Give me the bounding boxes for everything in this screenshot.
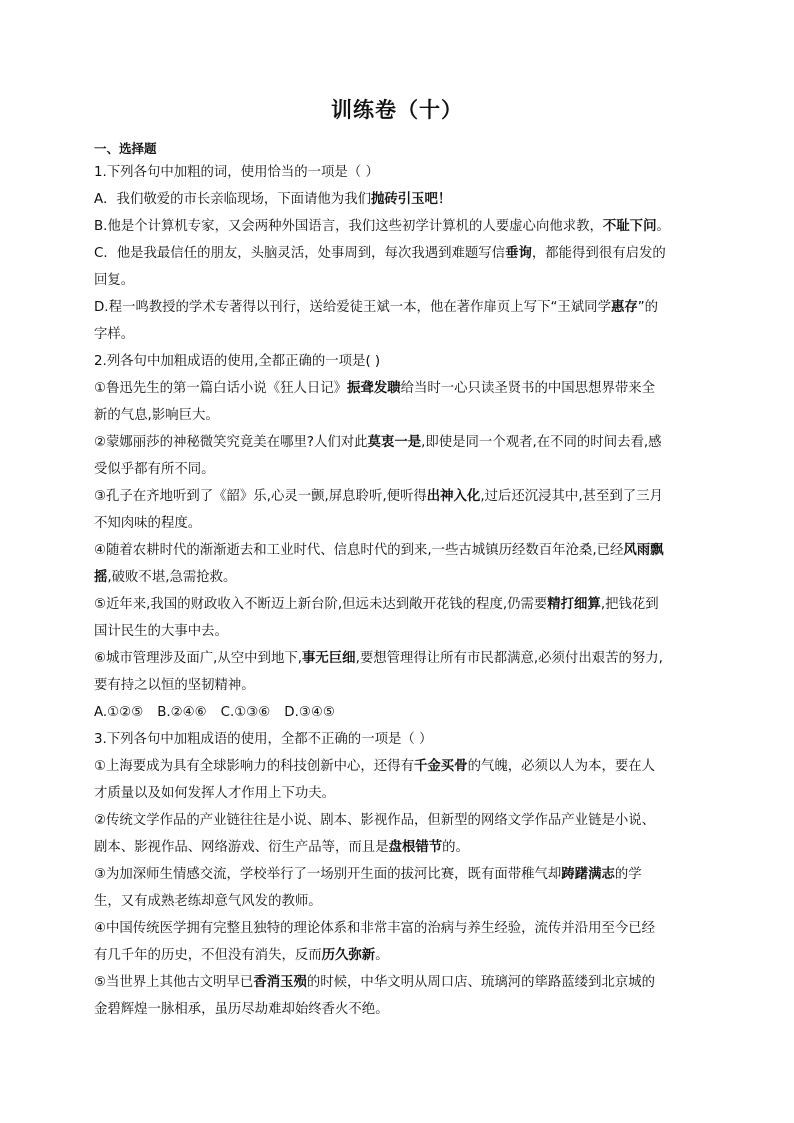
option-line [94,510,700,537]
option-line [94,672,700,699]
line-text: ⑤当世界上其他古文明早已 [94,975,254,990]
line-text: 生，又有成熟老练却意气风发的教师。 [94,894,322,909]
line-text: 回复。 [94,273,135,288]
option-line [94,375,700,402]
answer-choice: C.①③⑥ [220,705,271,720]
option-line [94,618,700,645]
line-text: B.他是个计算机专家，又会两种外国语言，我们这些初学计算机的人要虚心向他求教， [94,219,603,234]
question-stem: 2.列各句中加粗成语的使用,全都正确的一项是( ) [94,354,381,369]
option-line [94,996,700,1023]
bold-phrase: 抛砖引玉吧！ [370,192,452,207]
bold-phrase: 莫衷一是 [367,435,422,450]
option-line [94,213,700,240]
line-text: 剧本、影视作品、网络游戏、衍生产品等，而且是 [94,840,389,855]
bold-phrase: 历久弥新 [321,948,376,963]
bold-phrase: 踌躇满志 [561,867,615,882]
line-text: 要有持之以恒的坚韧精神。 [94,678,255,693]
option-line [94,240,700,267]
question-1 [94,159,700,348]
line-text: ，都能得到很有启发的 [531,246,666,261]
option-line [94,861,700,888]
answer-choice: D.③④⑤ [284,705,335,720]
line-text: 才质量以及如何发挥人才作用上下功夫。 [94,786,336,801]
line-text: ④中国传统医学拥有完整且独特的理论体系和非常丰富的治病与养生经验，流传并沿用至今已经 [94,921,656,936]
line-text: ①鲁迅先生的第一篇白话小说《狂人日记》 [94,381,348,396]
bold-phrase: 摇 [94,570,108,585]
option-line [94,942,700,969]
option-line [94,186,700,213]
option-line [94,429,700,456]
option-line [94,456,700,483]
line-text: ⑤近年来,我国的财政收入不断迈上新台阶,但远未达到敞开花钱的程度,仍需要 [94,597,548,612]
bold-phrase: 惠存 [610,300,638,315]
option-line [94,969,700,996]
line-text: 的气魄，必须以人为本，要在人 [467,759,656,774]
question-list [94,159,700,1023]
line-text: C．他是我最信任的朋友，头脑灵活，处事周到，每次我遇到难题写信 [94,246,506,261]
option-line [94,537,700,564]
line-text: ,把钱花到 [600,597,659,612]
line-text: ,即使是同一个观者,在不同的时间去看,感 [421,435,662,450]
line-text: ⑥城市管理涉及面广,从空中到地下, [94,651,302,666]
line-text: 不知肉味的程度。 [94,516,202,531]
bold-phrase: 垂询 [505,246,532,261]
line-text: ③为加深师生情感交流，学校举行了一场别开生面的拔河比赛，既有面带稚气却 [94,867,562,882]
line-text: 有几千年的历史，不但没有消失，反而 [94,948,322,963]
line-text: 国计民生的大事中去。 [94,624,228,639]
option-line [94,294,700,321]
question-3 [94,726,700,1023]
section-heading: 一、选择题 [94,141,157,156]
line-text: D.程一鸣教授的学术专著得以刊行，送给爱徒王斌一本，他在著作扉页上写下“王斌同学 [94,300,611,315]
option-line [94,753,700,780]
option-line [94,321,700,348]
line-text: ②传统文学作品的产业链往往是小说、剧本、影视作品，但新型的网络文学作品产业链是小说、 [94,813,656,828]
bold-phrase: 事无巨细 [302,651,356,666]
line-text: ③孔子在齐地听到了《韶》乐,心灵一颤,屏息聆听,便听得 [94,489,427,504]
bold-phrase: 精打细算 [547,597,601,612]
option-line [94,807,700,834]
line-text: ,要想管理得让所有市民都满意,必须付出艰苦的努力, [355,651,663,666]
bold-phrase: 不耻下问 [602,219,657,234]
option-line [94,267,700,294]
answer-choices [94,699,700,726]
option-line [94,834,700,861]
question-area [94,139,700,1023]
line-text: 给当时一心只读圣贤书的中国思想界带来全 [400,381,656,396]
line-text: 的时候，中华文明从周口店、琉璃河的筚路蓝缕到北京城的 [306,975,656,990]
question-stem: 3.下列各句中加粗成语的使用，全都不正确的一项是（ ） [94,732,433,747]
bold-phrase: 千金买骨 [414,759,468,774]
option-line [94,888,700,915]
option-line [94,564,700,591]
bold-phrase: 出神入化 [426,489,481,504]
answer-choice: B.②④⑥ [157,705,207,720]
option-line [94,645,700,672]
option-line [94,483,700,510]
line-text: ②蒙娜丽莎的神秘微笑究竟美在哪里?人们对此 [94,435,368,450]
bold-phrase: 振聋发聩 [347,381,401,396]
line-text: ”的 [637,300,659,315]
line-text: ①上海要成为具有全球影响力的科技创新中心，还得有 [94,759,414,774]
bold-phrase: 风雨飘 [623,543,664,558]
line-text: 字样。 [94,327,135,342]
line-text: 金碧辉煌一脉相承，虽历尽劫难却始终香火不绝。 [94,1002,389,1017]
option-line [94,915,700,942]
bold-phrase: 香消玉殒 [253,975,307,990]
line-text: 受似乎都有所不同。 [94,462,215,477]
line-text: A．我们敬爱的市长亲临现场，下面请他为我们 [94,192,371,207]
question-2 [94,348,700,726]
bold-phrase: 盘根错节 [388,840,443,855]
option-line [94,402,700,429]
line-text: 的学 [614,867,642,882]
question-stem: 1.下列各句中加粗的词，使用恰当的一项是（ ） [94,165,379,180]
line-text: 。 [375,948,389,963]
line-text: 的。 [442,840,469,855]
line-text: 新的气息,影响巨大。 [94,408,219,423]
option-line [94,780,700,807]
document-title: 训练卷（十） [331,98,463,122]
line-text: 。 [656,219,670,234]
line-text: ④随着农耕时代的渐渐逝去和工业时代、信息时代的到来,一些古城镇历经数百年沧桑,已经 [94,543,624,558]
line-text: ,过后还沉浸其中,甚至到了三月 [480,489,663,504]
option-line [94,591,700,618]
answer-choice: A.①②⑤ [94,705,144,720]
line-text: ,破败不堪,急需抢救。 [107,570,237,585]
